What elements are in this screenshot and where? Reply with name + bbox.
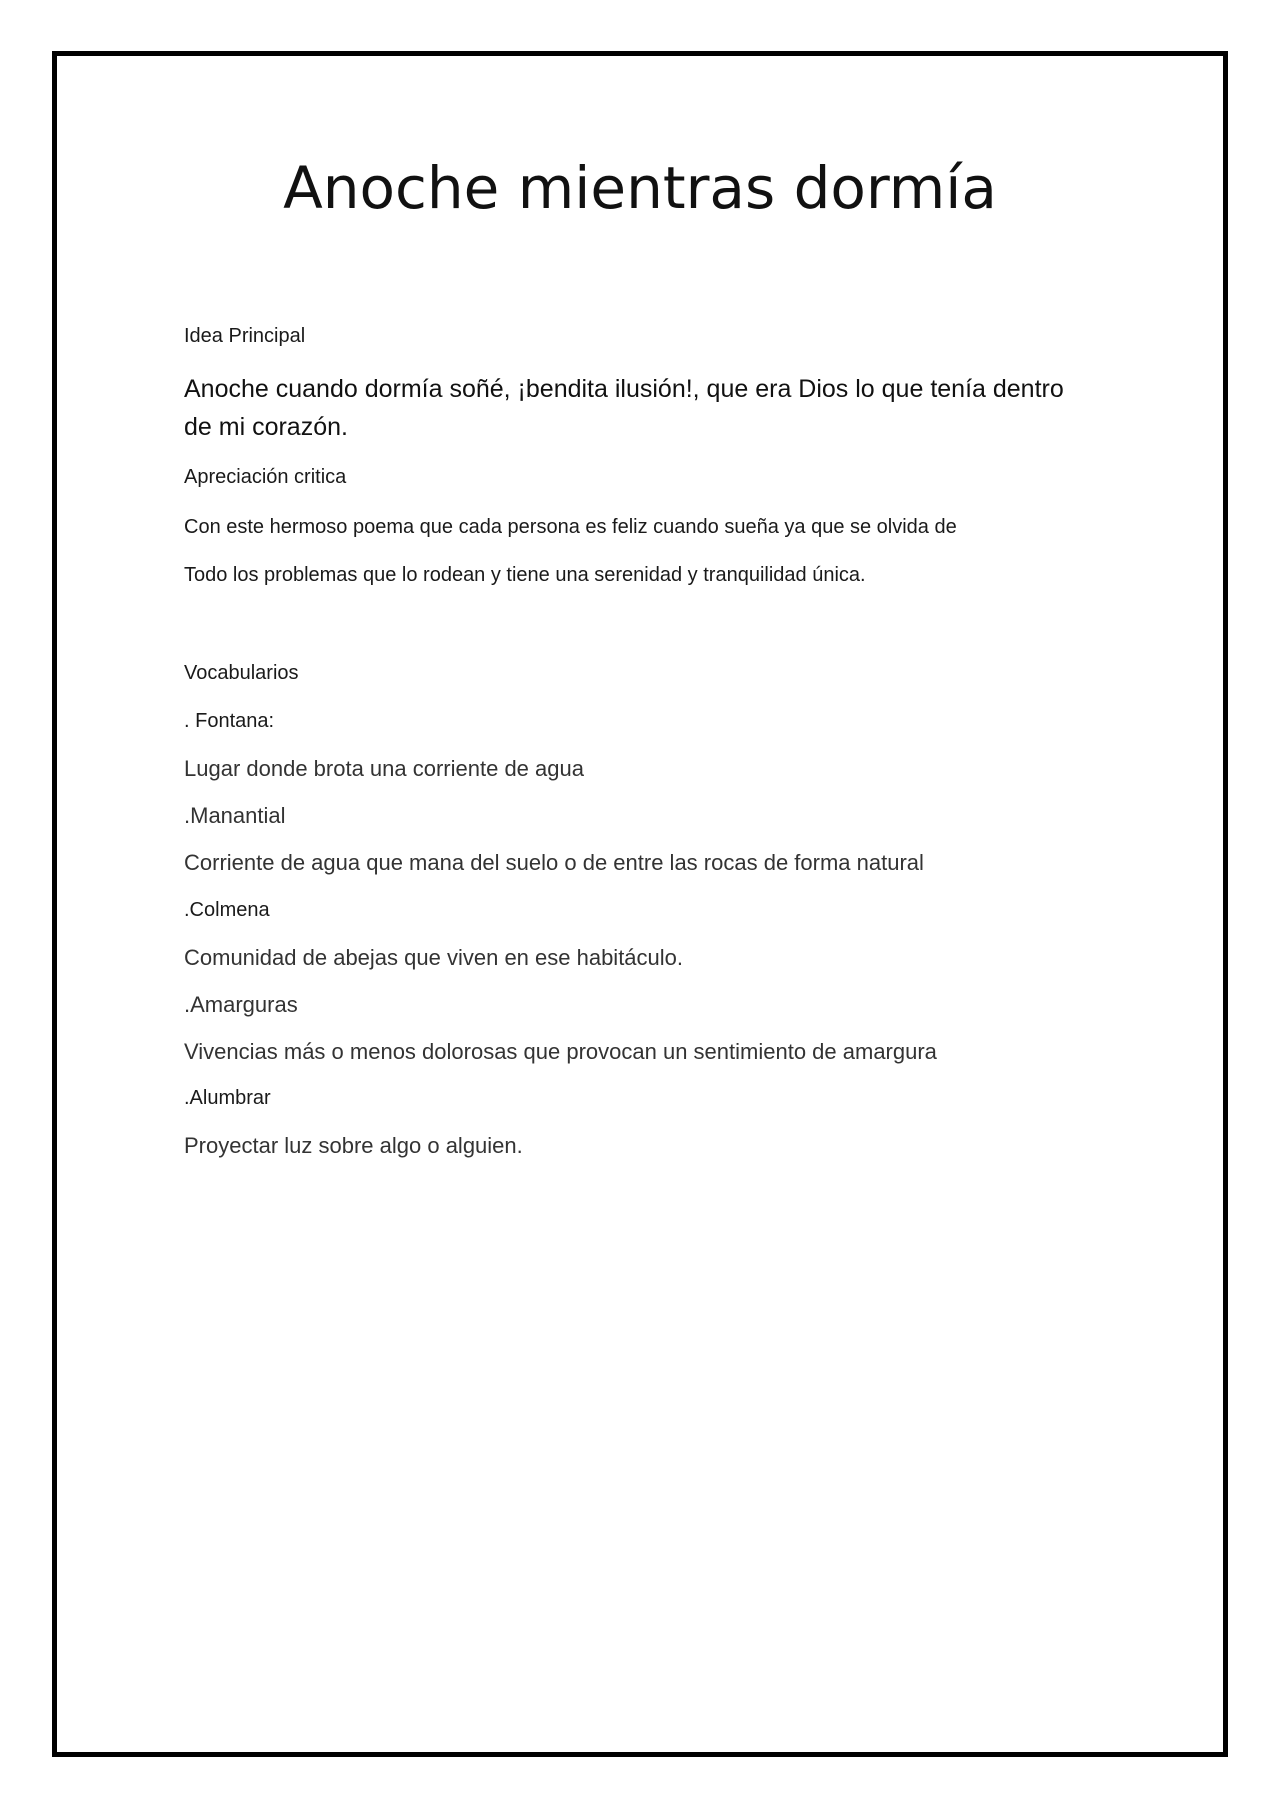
idea-heading: Idea Principal bbox=[184, 325, 306, 347]
vocabulary-definition: Corriente de agua que mana del suelo o de entre las rocas de forma natural bbox=[184, 850, 924, 875]
vocabulary-term: .Amarguras bbox=[184, 992, 298, 1017]
vocabulary-term: .Colmena bbox=[184, 899, 270, 921]
vocabulary-term: .Manantial bbox=[184, 803, 286, 828]
vocabulary-definition: Lugar donde brota una corriente de agua bbox=[184, 756, 584, 781]
vocabulary-term: .Alumbrar bbox=[184, 1087, 271, 1109]
vocabulary-definition: Vivencias más o menos dolorosas que provocan un sentimiento de amargura bbox=[184, 1039, 937, 1064]
vocabulary-definition: Proyectar luz sobre algo o alguien. bbox=[184, 1133, 523, 1158]
vocabulary-term: . Fontana: bbox=[184, 710, 275, 732]
document-title: Anoche mientras dormía bbox=[283, 154, 997, 222]
appreciation-line-1: Con este hermoso poema que cada persona es feliz cuando sueña ya que se olvida de bbox=[184, 516, 957, 538]
vocabulary-heading: Vocabularios bbox=[184, 662, 299, 684]
vocabulary-definition: Comunidad de abejas que viven en ese habitáculo. bbox=[184, 945, 684, 970]
appreciation-line-2: Todo los problemas que lo rodean y tiene una serenidad y tranquilidad única. bbox=[184, 564, 866, 586]
idea-text: Anoche cuando dormía soñé, ¡bendita ilusión!, que era Dios lo que tenía dentro de mi corazón. bbox=[184, 375, 1064, 441]
appreciation-heading: Apreciación critica bbox=[184, 466, 347, 488]
